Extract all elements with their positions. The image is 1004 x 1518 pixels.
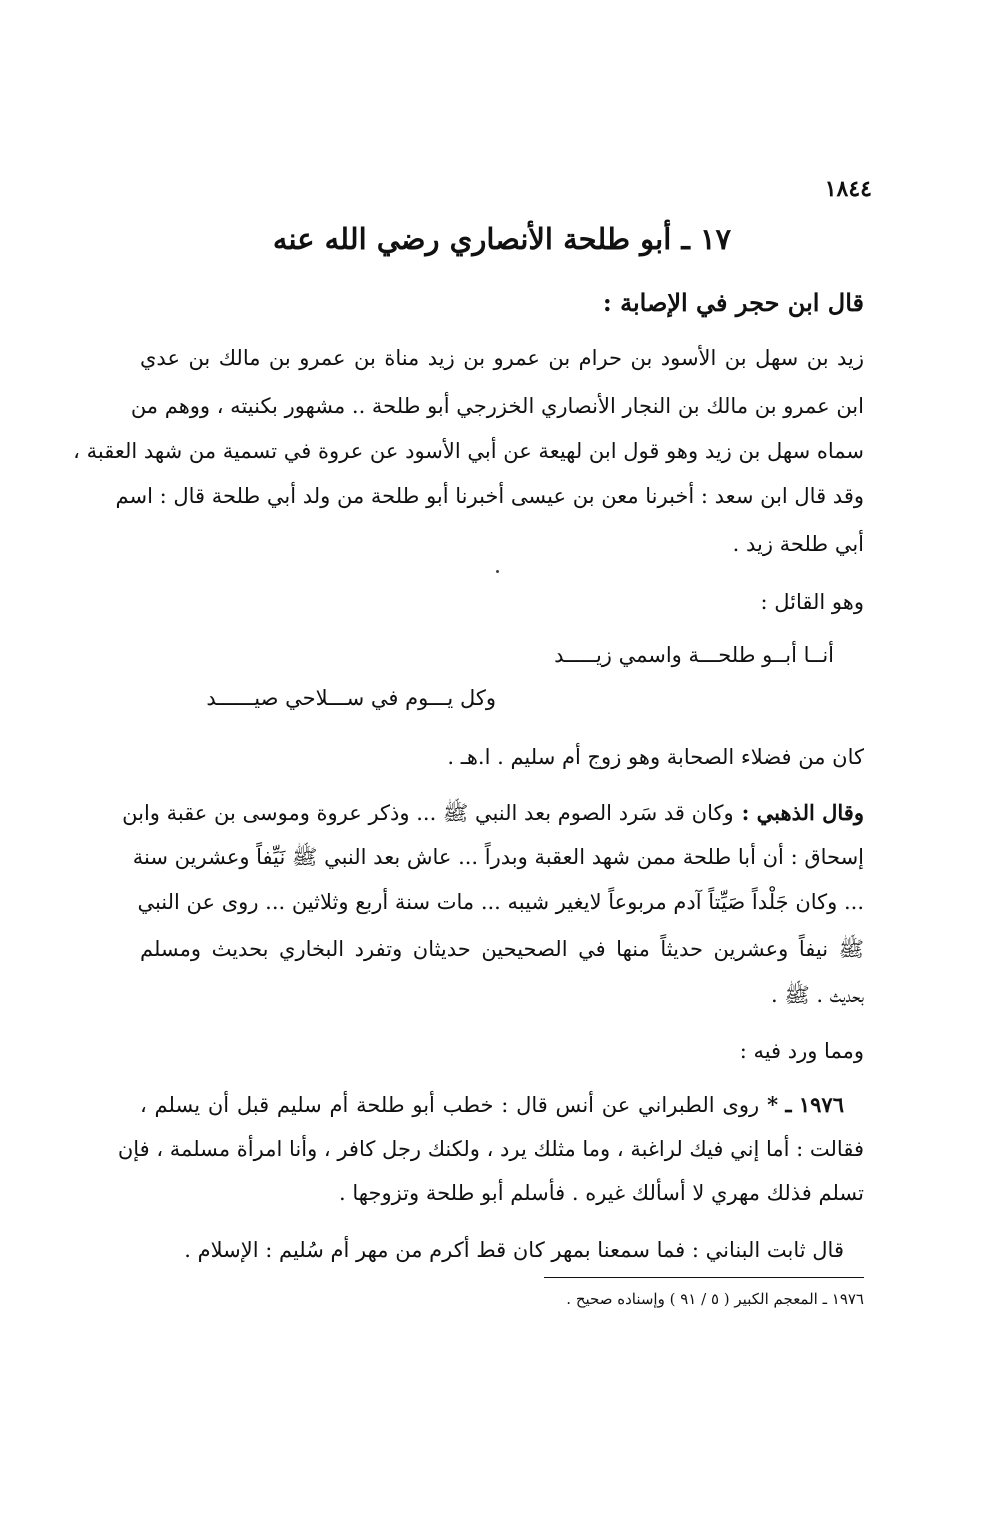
para1-line4: وقد قال ابن سعد : أخبرنا معن بن عيسى أخبرنا أبو طلحة من ولد أبي طلحة قال : اسم [115, 484, 864, 508]
page-number: ١٨٤٤ [824, 176, 872, 202]
hadith-line1 [140, 1090, 864, 1120]
thabit-line: قال ثابت البناني : فما سمعنا بمهر كان قط أكرم من مهر أم سُليم : الإسلام . [184, 1238, 844, 1262]
dhahabi-label: وقال الذهبي : [741, 800, 864, 825]
para2-line4: ﷺ نيفاً وعشرين حديثاً منها في الصحيحين حديثان وتفرد البخاري بحديث ومسلم [140, 937, 864, 961]
hadith-line2: فقالت : أما إني فيك لراغبة ، وما مثلك يرد ، ولكنك رجل كافر ، وأنا امرأة مسلمة ، فإن [117, 1137, 864, 1161]
para2-line1-text: وكان قد سَرد الصوم بعد النبي ﷺ ... وذكر عروة وموسى بن عقبة وابن [122, 801, 734, 825]
hadith-line3: تسلم فذلك مهري لا أسألك غيره . فأسلم أبو طلحة وتزوجها . [339, 1181, 864, 1205]
para1-line3: سماه سهل بن زيد وهو قول ابن لهيعة عن أبي الأسود عن عروة في تسمية من شهد العقبة ، [73, 439, 864, 463]
para1-line2: ابن عمرو بن مالك بن النجار الأنصاري الخزرجي أبو طلحة .. مشهور بكنيته ، ووهم من [130, 394, 864, 418]
hadith-line1-text: روى الطبراني عن أنس قال : خطب أبو طلحة أم سليم قبل أن يسلم ، [140, 1093, 760, 1117]
para1-line1: زيد بن سهل بن الأسود بن حرام بن عمرو بن زيد مناة بن عمرو بن مالك بن عدي [140, 346, 864, 370]
para2-line2: إسحاق : أن أبا طلحة ممن شهد العقبة وبدراً ... عاش بعد النبي ﷺ نَيِّفاً وعشرين سنة [132, 845, 864, 869]
reported-intro: ومما ورد فيه : [739, 1039, 864, 1063]
chapter-title: ١٧ ـ أبو طلحة الأنصاري رضي الله عنه [272, 222, 732, 256]
para2-line5: بحديث . ﷺ . [770, 983, 864, 1007]
after-poem-line: كان من فضلاء الصحابة وهو زوج أم سليم . ا.هـ . [447, 745, 864, 769]
para1-line5: أبي طلحة زيد . [732, 532, 864, 556]
speck-mark [496, 570, 499, 573]
para2-line3: ... وكان جَلْداً صَيِّتاً آدم مربوعاً لايغير شيبه ... مات سنة أربع وثلاثين ... روى عن النبي [137, 890, 864, 914]
footnote: ١٩٧٦ ـ المعجم الكبير ( ٥ / ٩١ ) وإسناده صحيح . [566, 1290, 864, 1308]
footnote-divider [544, 1277, 864, 1278]
hadith-number: ١٩٧٦ ـ * [767, 1092, 844, 1117]
poem-hemistich-2: وكل يـــوم في ســـلاحي صيــــــد [206, 686, 496, 710]
poem-intro: وهو القائل : [760, 590, 864, 614]
poem-hemistich-1: أنــا أبــو طلحـــة واسمي زيـــــد [554, 643, 834, 667]
section-heading: قال ابن حجر في الإصابة : [602, 288, 864, 317]
para2-line1 [122, 798, 864, 828]
